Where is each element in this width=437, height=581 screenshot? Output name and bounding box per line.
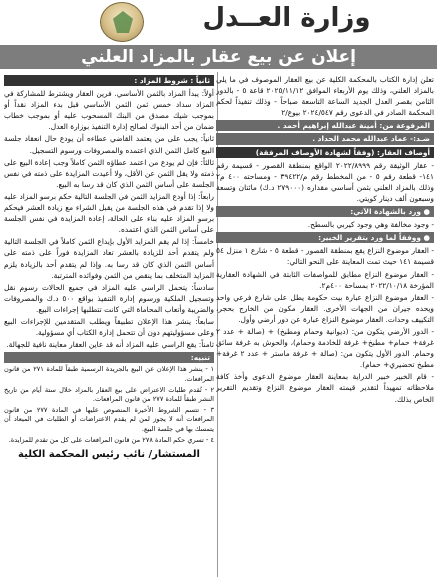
plaintiff-line: المرفوعة من: أمينة عبدالله إبراهيم أحمد . [216, 120, 434, 131]
left-column [4, 73, 214, 577]
certificate-heading: ● ورد بالشهادة الآتي: [216, 206, 434, 217]
expert-paragraph-5: - قام الخبير خبير الدراية بمعاينة العقار موضوع الدعوى وأخذ كافة ملاحظاته تمهيداً لتقدير قيمته العقار موضوع النزاع وتقديم التقرير الخاص بذلك. [216, 372, 434, 404]
term-7: سابعاً: ينشر هذا الإعلان تطبيقاً ويطلب المتقدمين للإجراءات البيع وعلى مسؤوليتهم دون أن تتحمل إدارة الكتاب أي مسؤولية. [4, 316, 214, 338]
ministry-title: وزارة العــدل [202, 3, 371, 33]
certificate-note: - وجود مخالفة وهي وجود كيربي بالسطح. [307, 220, 434, 230]
term-1: أولاً: يبدأ المزاد بالثمن الأساسي. فرين العقار ويشترط للمشاركة في المزاد سداد خمس ثمن الثمن الأساسي قبل بدء المزاد نقداً أو بموجب شيك مصدق من البنك المسحوب عليه أو بموجب خطاب ضمان من أحد البنوك لصالح إدارة التنفيذ بوزارة العدل. [4, 89, 214, 132]
notice-1: ١ - ينشر هذا الإعلان عن البيع بالجريدة الرسمية طبقاً للمادة ٢٧١ من قانون المرافعات. [4, 365, 214, 383]
auction-terms-heading: ثانياً : شروط المزاد : [4, 75, 214, 86]
notice-heading: تنبيه: [4, 352, 214, 363]
expert-paragraph-3: - العقار موضوع النزاع عبارة بيت حكومة يطل على شارع فرعي واحد ويحده جيران من الجهات الأخرى. العقار مكون من الخارج بحجر، التكييف وحدات. العقار موضوع النزاع عبارة عن دور أرضي وأول. [216, 292, 434, 324]
expert-paragraph-2: - العقار موضوع النزاع مطابق للمواصفات الثابتة في الشهادة العقارية المؤرخة ٢٠٢٢/١٠/١٨ بمساحة ٤٠٠م٢. [216, 269, 434, 290]
term-2: ثانياً: يجب على من يعتمد القاضي عطاءه أن يودع حال انعقاد جلسة البيع كامل الثمن الذي اعتمده والمصروفات ورسوم التسجيل. [4, 134, 214, 155]
kuwait-emblem-icon [100, 2, 144, 42]
term-6: سادساً: يتحمل الراسي عليه المزاد في جميع الحالات رسوم نقل وتسجيل الملكية ورسوم إدارة التنفيذ بواقع ٥٠٠ د.ك والمصروفات والضريبة وأتعاب المحاماة التي كانت تتطلبها إجراءات البيع. [4, 282, 214, 314]
header [0, 0, 437, 42]
notice-3: ٣ - تتسم الشروط الأخيرة المنصوص عليها في المادة ٢٧٧ من قانون المرافعات أنه لا يجوز لمن لم يقدم الاعتراضات أو الطلبات في الميعاد أن يتمسك بها في جلسة البيع. [4, 405, 214, 433]
announcement-banner: إعلان عن بيع عقار بالمزاد العلني [0, 45, 437, 69]
term-5: خامساً: إذا لم يقم المزايد الأول بإيداع الثمن كاملاً في الجلسة التالية ولم يتقدم أحد للزيادة بالعشر تعاد المزايدة فوراً على ذمته على أساس الثمن الذي كان قد رسا به. وإذا لم يتقدم أحد بالزيادة يلزم المزايد المتخلف بما ينقص من الثمن وفوائده المترتبة. [4, 237, 214, 280]
property-description-heading: أوصاف العقار: (وفقاً لشهادة الأوصاف المرفقة) [216, 147, 434, 158]
right-column [216, 73, 434, 577]
defendant-line: ضـد:- عماد عبدالله محمد الحداد . [216, 133, 434, 144]
notice-4: ٤ - تسري حكم المادة ٢٧٨ من قانون المرافعات على كل من تقدم للمزايدة. [8, 435, 214, 444]
intro-paragraph: تعلن إدارة الكتاب بالمحكمة الكلية عن بيع العقار الموصوف في ما يلي بالمزاد العلني، وذلك يوم الأربعاء الموافق ٢٠٢٥/١١/١٢ قاعة ٥ - بالدور الثامن بقصر العدل الجديد الساعة التاسعة صباحاً - وذلك تنفيذاً لحكم المحكمة الصادر في الدعوى رقم ٢٠٢٤/٥٤٧ بيوع/٢ [216, 75, 434, 118]
expert-report-heading: ● ووفقاً لما ورد بتقرير الخبير: [216, 232, 434, 243]
expert-paragraph-4: - الدور الأرضي يتكون من: (ديوانية وحمام ومطبخ) + (صالة + عدد ٢ غرفة+ حمام+ مطبخ+ غرفة للخادمة وحمام)، والحوش به غرفة سائق وحمام. الدور الأول يتكون من: (صالة + غرفة ماستر + عدد ٢ غرفة+ مطبخ تحضيري+ حمام). [216, 326, 434, 370]
expert-paragraph-1: - العقار موضوع النزاع يقع بمنطقة القصور - قطعة ٥ - شارع ١ منزل ٥٤ قسيمة ١٤١ حيث تمت المعاينة على النحو التالي: [216, 246, 434, 267]
term-4: رابعاً: إذا أودع المزايد الثمن في الجلسة التالية حكم برسو المزاد عليه ولا إذا تقدم في هذه الجلسة من يقبل الشراء مع زيادة العشر فيحكم برسو المزاد عليه بناء على الحالة، إعادة المزايدة في نفس الجلسة على أساس الثمن الذي اعتمده. [4, 191, 214, 235]
notice-2: ٢ - تُقدم طلبات الاعتراض على بيع العقار بالمزاد خلال ستة أيام من تاريخ النشر طبقاً للمادة ٢٧٧ من قانون المرافعات. [4, 385, 214, 404]
term-3: ثالثاً: فإن لم يودع من اعتمد عطاؤه الثمن كاملاً وجب إعادة البيع على ذمته ولا يقل الثمن عن الأقل، ولا أعيدت المزايدة على ذمته في نفس الجلسة على أساس الثمن الذي كان قد رسا به البيع. [4, 157, 214, 189]
signature-line: المستشار/ نائب رئيس المحكمة الكلية [18, 449, 200, 461]
property-description: - عقار الوثيقة رقم ٢٠٢٢/٨٩٩٩ الواقع بمنطقة القصور - قسيمة رقم ١٤١- قطعة رقم ٥ - من المخطط رقم م/٣٩٤٢٢ - ومساحته ٤٠٠ م٢ وذلك بالمزاد العلني بثمن أساسي مقداره (٢٧٩٠٠٠ د.ك) مائتان وتسعة وسبعون ألف دينار كويتي. [216, 160, 434, 203]
term-8: ثامناً: يقع الراسي عليه المزاد أنه قد عاين العقار معاينة نافية للجهالة. [6, 340, 214, 350]
